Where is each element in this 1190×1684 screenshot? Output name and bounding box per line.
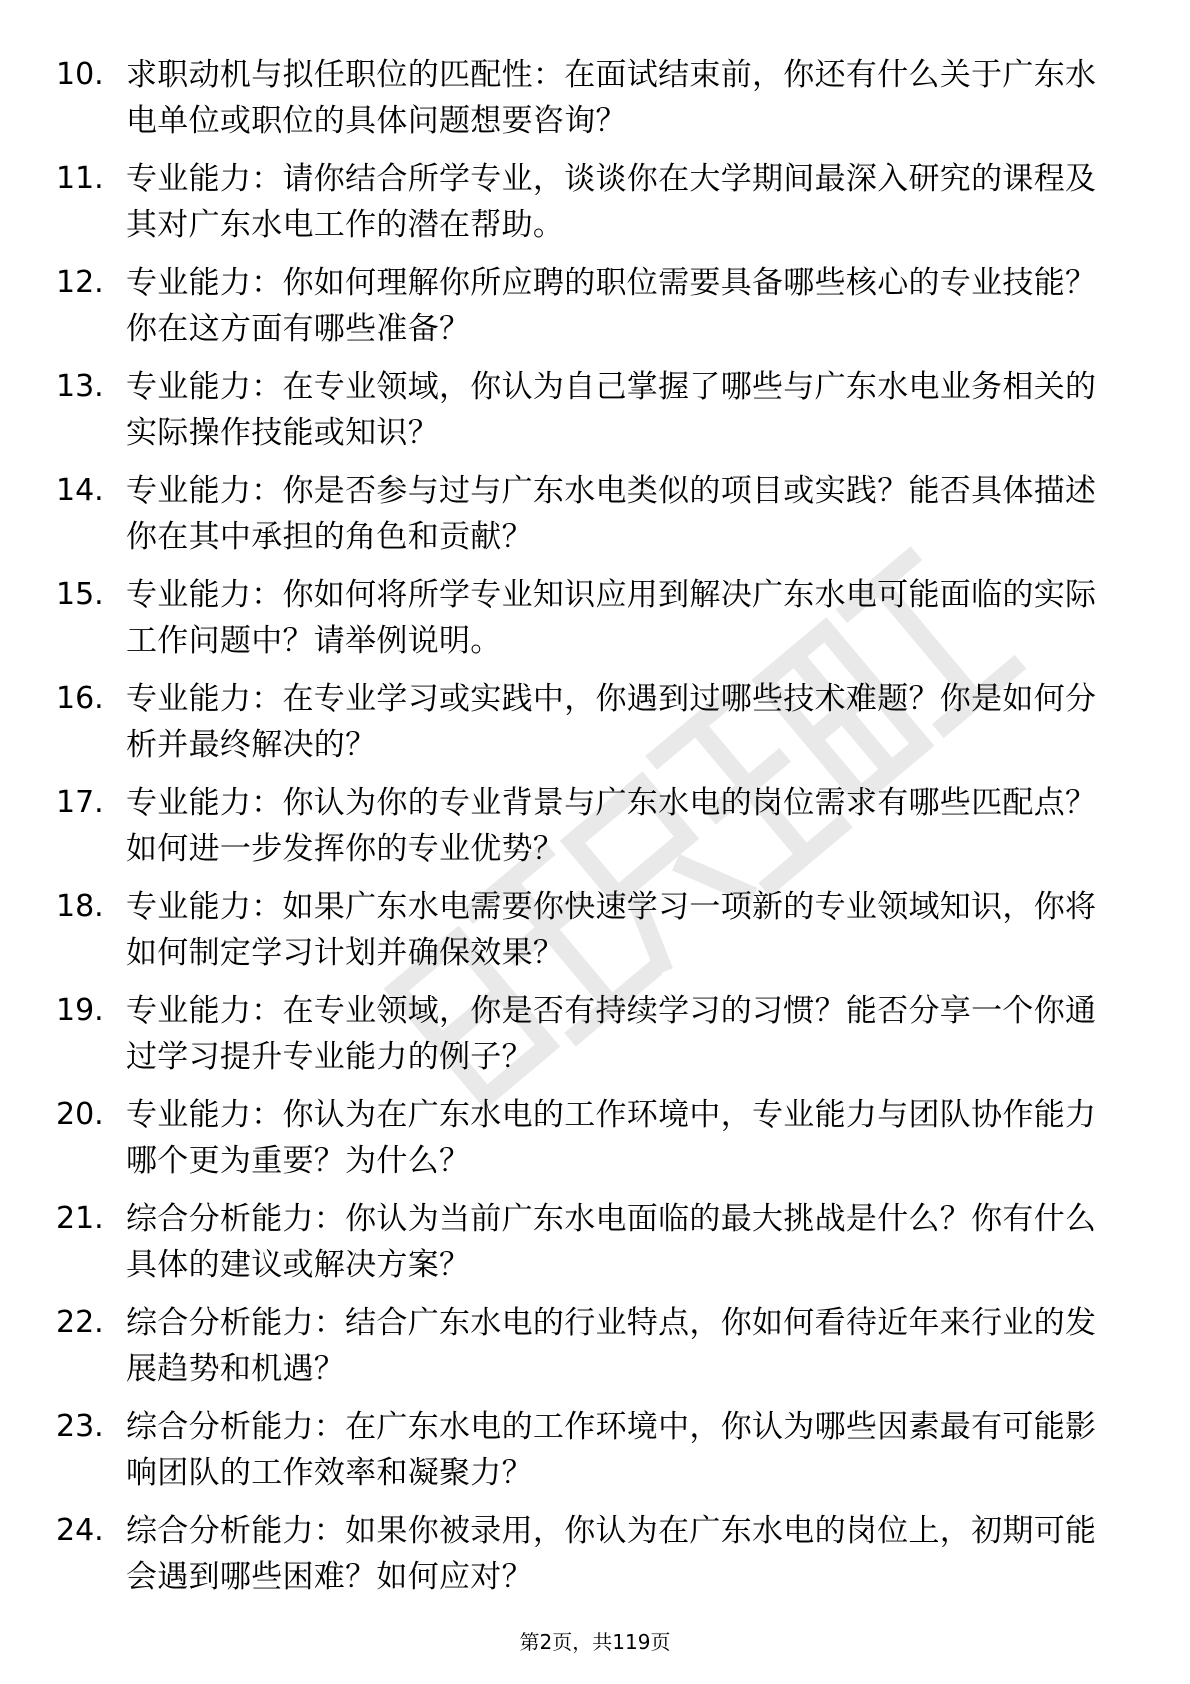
question-number: 19. (56, 993, 104, 1028)
question-number: 18. (56, 889, 104, 924)
question-number: 21. (56, 1201, 104, 1236)
question-item-13 (0, 364, 1190, 468)
question-item-24 (0, 1508, 1190, 1612)
question-item-15 (0, 572, 1190, 676)
question-number: 12. (56, 265, 104, 300)
question-text: 专业能力：你如何将所学专业知识应用到解决广东水电可能面临的实际工作问题中？请举例说明。 (126, 577, 1097, 659)
question-item-18 (0, 884, 1190, 988)
question-text: 专业能力：如果广东水电需要你快速学习一项新的专业领域知识，你将如何制定学习计划并确保效果？ (126, 889, 1097, 971)
question-text: 综合分析能力：你认为当前广东水电面临的最大挑战是什么？你有什么具体的建议或解决方案？ (126, 1201, 1097, 1283)
question-number: 13. (56, 369, 104, 404)
question-number: 15. (56, 577, 104, 612)
question-text: 综合分析能力：结合广东水电的行业特点，你如何看待近年来行业的发展趋势和机遇？ (126, 1305, 1097, 1387)
question-text: 专业能力：在专业学习或实践中，你遇到过哪些技术难题？你是如何分析并最终解决的？ (126, 681, 1097, 763)
question-number: 24. (56, 1513, 104, 1548)
question-text: 专业能力：你认为在广东水电的工作环境中，专业能力与团队协作能力哪个更为重要？为什么？ (126, 1097, 1097, 1179)
question-item-23 (0, 1404, 1190, 1508)
question-item-12 (0, 260, 1190, 364)
question-item-21 (0, 1196, 1190, 1300)
question-item-19 (0, 988, 1190, 1092)
question-text: 专业能力：你是否参与过与广东水电类似的项目或实践？能否具体描述你在其中承担的角色和贡献？ (126, 473, 1097, 555)
question-text: 综合分析能力：在广东水电的工作环境中，你认为哪些因素最有可能影响团队的工作效率和凝聚力？ (126, 1409, 1097, 1491)
question-text: 专业能力：在专业领域，你认为自己掌握了哪些与广东水电业务相关的实际操作技能或知识？ (126, 369, 1097, 451)
question-item-10 (0, 52, 1190, 156)
question-number: 10. (56, 57, 104, 92)
question-number: 22. (56, 1305, 104, 1340)
question-text: 专业能力：你认为你的专业背景与广东水电的岗位需求有哪些匹配点？如何进一步发挥你的专业优势？ (126, 785, 1097, 867)
question-item-14 (0, 468, 1190, 572)
question-number: 17. (56, 785, 104, 820)
question-item-16 (0, 676, 1190, 780)
question-text: 专业能力：在专业领域，你是否有持续学习的习惯？能否分享一个你通过学习提升专业能力的例子？ (126, 993, 1097, 1075)
question-item-20 (0, 1092, 1190, 1196)
question-number: 23. (56, 1409, 104, 1444)
question-item-22 (0, 1300, 1190, 1404)
page-footer (0, 1628, 1190, 1656)
question-text: 专业能力：请你结合所学专业，谈谈你在大学期间最深入研究的课程及其对广东水电工作的潜在帮助。 (126, 161, 1097, 243)
question-list (0, 52, 1190, 1612)
question-number: 20. (56, 1097, 104, 1132)
question-item-17 (0, 780, 1190, 884)
question-text: 专业能力：你如何理解你所应聘的职位需要具备哪些核心的专业技能？你在这方面有哪些准备？ (126, 265, 1097, 347)
question-number: 16. (56, 681, 104, 716)
question-number: 14. (56, 473, 104, 508)
question-text: 综合分析能力：如果你被录用，你认为在广东水电的岗位上，初期可能会遇到哪些困难？如何应对？ (126, 1513, 1097, 1595)
question-item-11 (0, 156, 1190, 260)
question-number: 11. (56, 161, 104, 196)
question-text: 求职动机与拟任职位的匹配性：在面试结束前，你还有什么关于广东水电单位或职位的具体问题想要咨询？ (126, 57, 1097, 139)
page-number-label: 第2页，共119页 (519, 1630, 671, 1654)
